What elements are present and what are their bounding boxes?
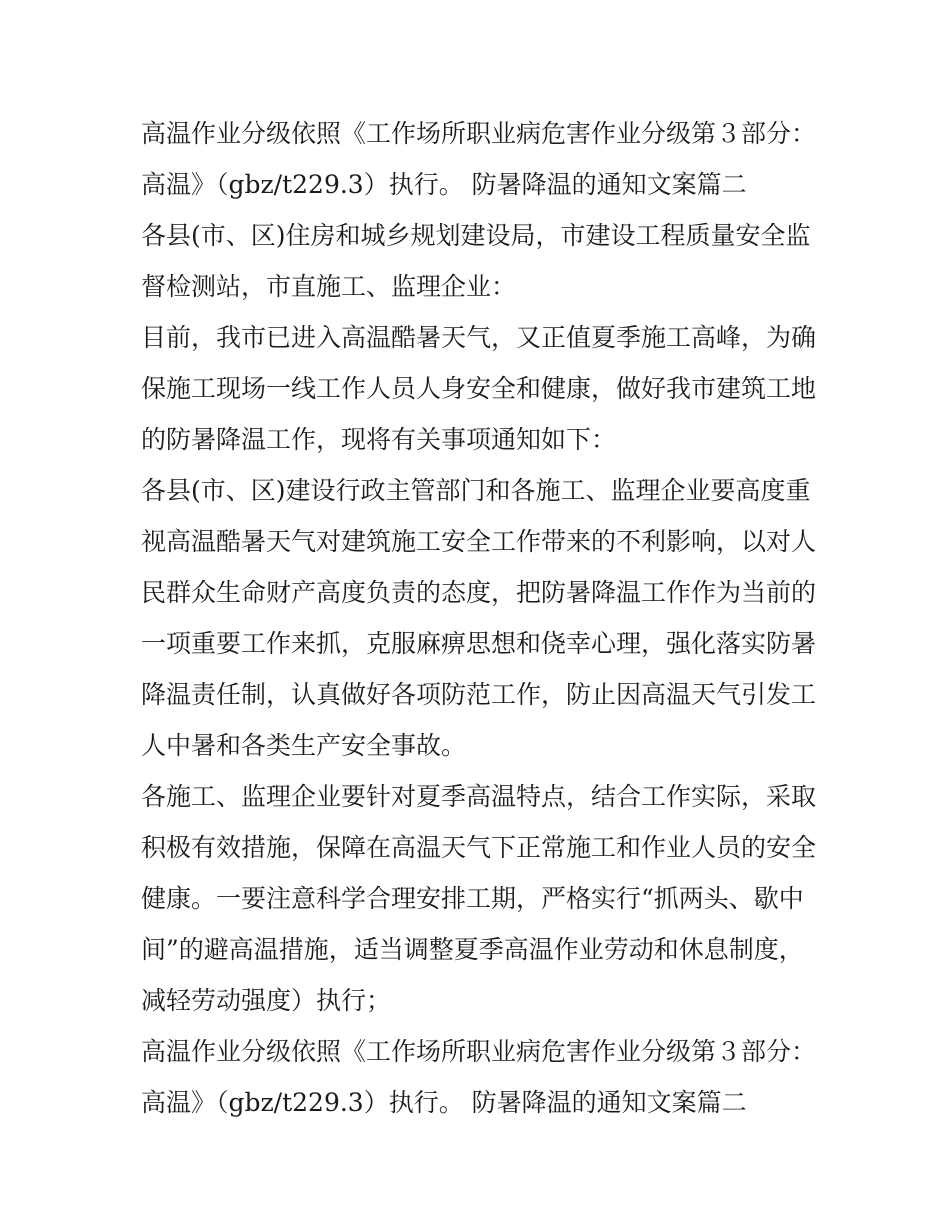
text-line: 高温作业分级依照《工作场所职业病危害作业分级第３部分： — [141, 119, 817, 148]
text-line: 健康。一要注意科学合理安排工期，严格实行“抓两头、歇中 — [141, 884, 804, 913]
text-line: 督检测站，市直施工、监理企业： — [141, 272, 517, 301]
text-line: 高温作业分级依照《工作场所职业病危害作业分级第３部分： — [141, 1037, 817, 1066]
text-line: 间”的避高温措施，适当调整夏季高温作业劳动和休息制度， — [141, 935, 804, 964]
text-line: 各县(市、区)建设行政主管部门和各施工、监理企业要高度重 — [141, 476, 811, 505]
text-line: 民群众生命财产高度负责的态度，把防暑降温工作作为当前的 — [141, 578, 817, 607]
text-line: 视高温酷暑天气对建筑施工安全工作带来的不利影响，以对人 — [141, 527, 817, 556]
text-line: 积极有效措施，保障在高温天气下正常施工和作业人员的安全 — [141, 833, 817, 862]
text-line: 目前，我市已进入高温酷暑天气，又正值夏季施工高峰，为确 — [141, 323, 817, 352]
document-body — [141, 108, 817, 1128]
text-line: 高温》（gbz/t229.3）执行。 防暑降温的通知文案篇二 — [141, 170, 747, 199]
text-line: 的防暑降温工作，现将有关事项通知如下： — [141, 425, 617, 454]
text-line: 各施工、监理企业要针对夏季高温特点，结合工作实际，采取 — [141, 782, 817, 811]
text-line: 减轻劳动强度）执行； — [141, 986, 392, 1015]
text-line: 高温》（gbz/t229.3）执行。 防暑降温的通知文案篇二 — [141, 1088, 747, 1117]
text-line: 人中暑和各类生产安全事故。 — [141, 731, 467, 760]
text-line: 一项重要工作来抓，克服麻痹思想和侥幸心理，强化落实防暑 — [141, 629, 817, 658]
text-line: 保施工现场一线工作人员人身安全和健康，做好我市建筑工地 — [141, 374, 817, 403]
text-line: 各县(市、区)住房和城乡规划建设局，市建设工程质量安全监 — [141, 221, 811, 250]
text-line: 降温责任制，认真做好各项防范工作，防止因高温天气引发工 — [141, 680, 817, 709]
